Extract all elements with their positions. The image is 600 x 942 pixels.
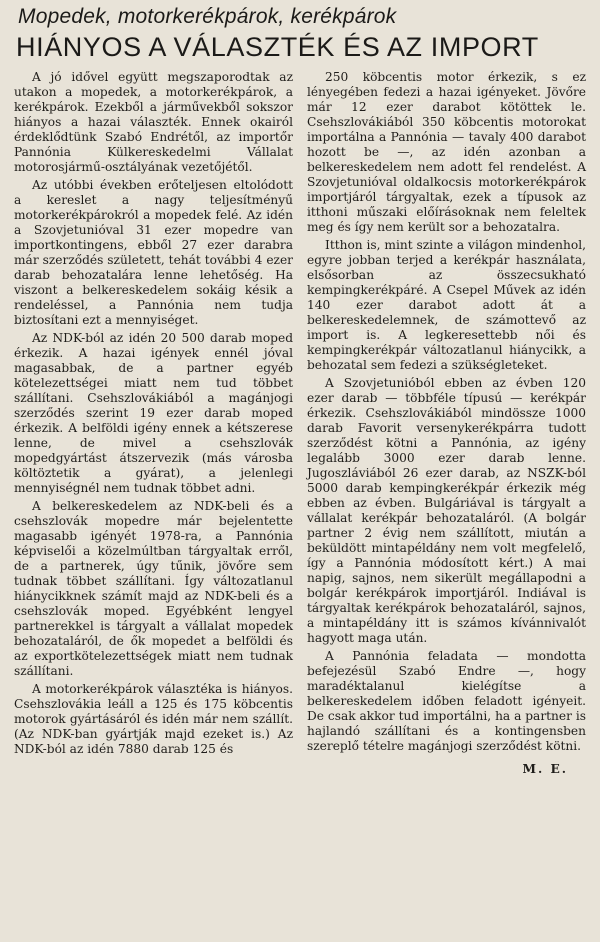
- paragraph: Az NDK-ból az idén 20 500 darab moped érkezik. A hazai igények ennél jóval magasabbak, de a partner egyéb kötelezettségei miatt nem tud többet szállítani. Csehszlovákiából a magánjogi szerződés szerint 19 ezer darab moped érkezik. A belföldi igény ennek a kétszerese lenne, de mivel a csehszlovák mopedgyártást átszervezik (más városba költöztetik a gyárat), a jelenlegi mennyiségnél nem tudnak többet adni.: [14, 331, 293, 495]
- paragraph: A motorkerékpárok választéka is hiányos. Csehszlovákia leáll a 125 és 175 köbcentis motorok gyártásáról és idén már nem szállít. (Az NDK-ban gyártják majd ezeket is.) Az NDK-ból az idén 7880 darab 125 és: [14, 682, 293, 756]
- author-signature: M. E.: [522, 762, 568, 776]
- paragraph: Itthon is, mint szinte a világon mindenhol, egyre jobban terjed a kerékpár használata, elsősorban az összecsukható kempingkerékpáré. A Csepel Művek az idén 140 ezer darabot adott át a belkereskedelemnek, de számottevő az import is. A legkeresettebb női és kempingkerékpár változatlanul hiánycikk, a behozatal sem fedezi a szükségleteket.: [307, 238, 586, 372]
- paragraph: A jó idővel együtt megszaporodtak az utakon a mopedek, a motorkerékpárok, a kerékpárok. Ezekből a járművekből sokszor hiányos a hazai választék. Ennek okairól érdeklődtünk Szabó Endrétől, az importőr Pannónia Külkereskedelmi Vállalat motorosjármű-osztályának vezetőjétől.: [14, 70, 293, 174]
- paragraph: 250 köbcentis motor érkezik, s ez lényegében fedezi a hazai igényeket. Jövőre már 12 ezer darabot kötöttek le. Csehszlovákiából 350 köbcentis motorokat importálna a Pannónia — tavaly 400 darabot hozott be —, az idén azonban a belkereskedelem nem adott fel rendelést. A Szovjetunióval oldalkocsis motorkerékpárok importjáról tárgyaltak, ezek a típusok az itthoni műszaki előírásoknak nem feleltek meg és így nem került sor a behozatalra.: [307, 70, 586, 234]
- article-body: [14, 70, 586, 780]
- right-column: [307, 70, 586, 780]
- paragraph: A Szovjetunióból ebben az évben 120 ezer darab — többféle típusú — kerékpár érkezik. Csehszlovákiából mindössze 1000 darab Favorit versenykerékpárra tudott szerződést kötni a Pannónia, az igény legalább 3000 ezer darab lenne. Jugoszláviából 26 ezer darab, az NSZK-ból 5000 darab kempingkerékpár érkezik még ebben az évben. Bulgáriával is tárgyalt a vállalat kerékpár behozataláról. (A bolgár partner 2 évig nem szállított, miután a beküldött mintapéldány nem volt megfelelő, így a Pannónia módosított kért.) A mai napig, sajnos, nem sikerült megállapodni a bolgár kerékpárok importjáról. Indiával is tárgyaltak kerékpárok behozataláról, sajnos, a mintapéldány itt is számos kívánnivalót hagyott maga után.: [307, 376, 586, 645]
- paragraph: A Pannónia feladata — mondotta befejezésül Szabó Endre —, hogy maradéktalanul kielégítse a belkereskedelem időben feladott igényeit. De csak akkor tud importálni, ha a partner is hajlandó szállítani és a kontingensben szereplő tételre magánjogi szerződést kötni.: [307, 649, 586, 753]
- paragraph: A belkereskedelem az NDK-beli és a csehszlovák mopedre már bejelentette magasabb igényét 1978-ra, a Pannónia képviselői a közelmúltban tárgyaltak erről, de a partnerek, úgy tűnik, jövőre sem tudnak többet szállítani. Így változatlanul hiánycikknek számít majd az NDK-beli és a csehszlovák moped. Egyébként lengyel partnerekkel is tárgyalt a vállalat mopedek behozataláról, de ők mopedet a belföldi és az exportkötelezettségek miatt nem tudnak szállítani.: [14, 499, 293, 678]
- article-kicker: Mopedek, motorkerékpárok, kerékpárok: [18, 5, 397, 28]
- article-headline: HIÁNYOS A VÁLASZTÉK ÉS AZ IMPORT: [16, 32, 539, 62]
- paragraph: Az utóbbi években erőteljesen eltolódott a kereslet a nagy teljesítményű motorkerékpárokról a mopedek felé. Az idén a Szovjetunióval 31 ezer mopedre van importkontingens, ebből 27 ezer darabra már szerződés született, tehát további 4 ezer darab behozatalára lenne lehetőség. Ha viszont a belkereskedelem sokáig késik a rendeléssel, a Pannónia nem tudja biztosítani ezt a mennyiséget.: [14, 178, 293, 327]
- left-column: [14, 70, 293, 780]
